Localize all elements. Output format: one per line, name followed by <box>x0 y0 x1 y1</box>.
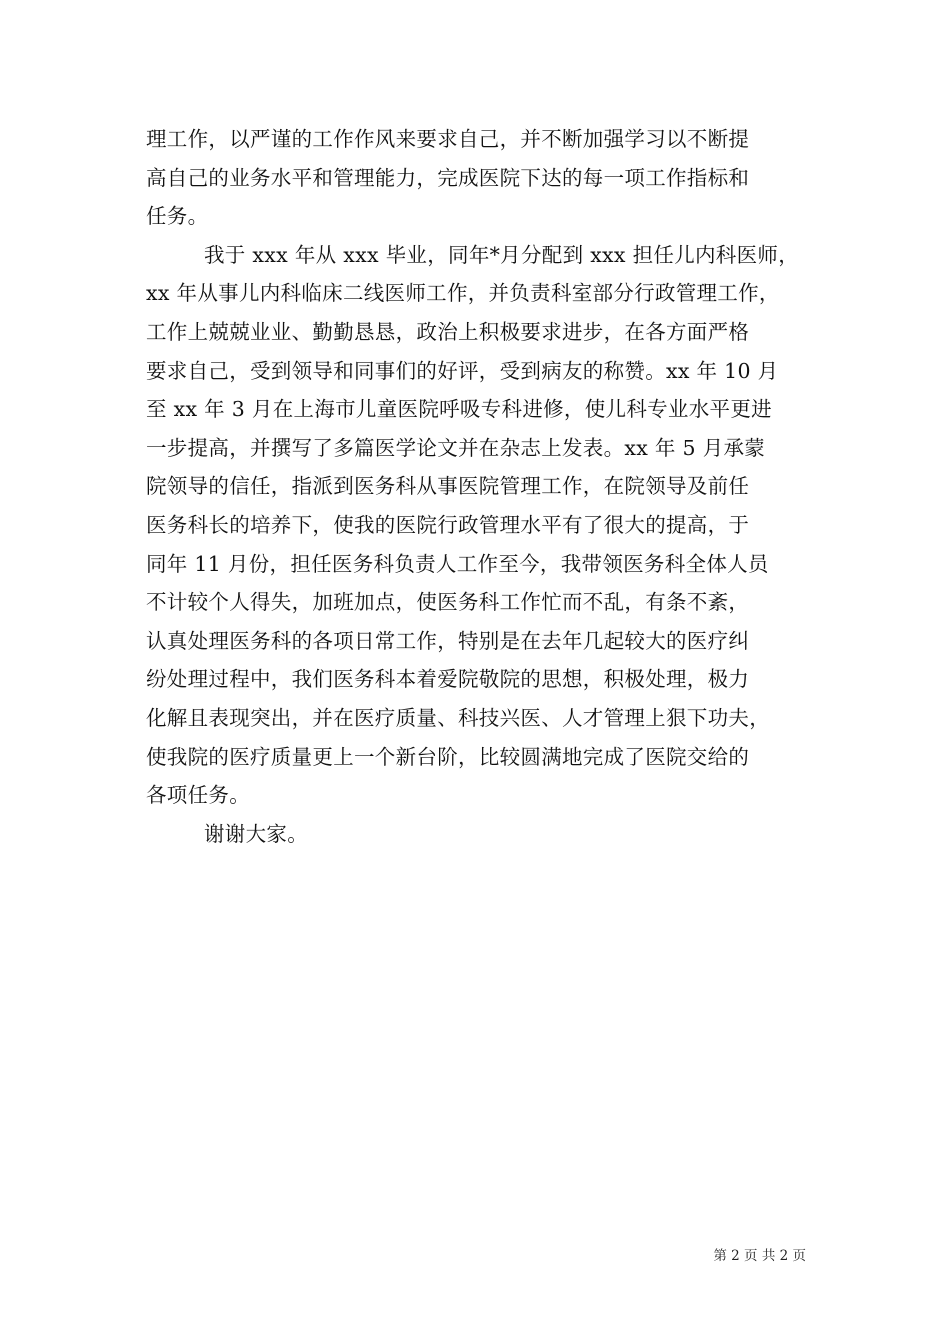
text-line: 一步提高，并撰写了多篇医学论文并在杂志上发表。xx 年 5 月承蒙 <box>146 435 766 460</box>
text-line: 认真处理医务科的各项日常工作，特别是在去年几起较大的医疗纠 <box>146 628 750 653</box>
text-line: 化解且表现突出，并在医疗质量、科技兴医、人才管理上狠下功夫， <box>146 705 770 730</box>
text-line: 院领导的信任，指派到医务科从事医院管理工作，在院领导及前任 <box>146 474 750 499</box>
text-line: 医务科长的培养下，使我的医院行政管理水平有了很大的提高，于 <box>146 512 750 537</box>
text-line: 工作上兢兢业业、勤勤恳恳，政治上积极要求进步，在各方面严格 <box>146 319 750 344</box>
text-line: 不计较个人得失，加班加点，使医务科工作忙而不乱，有条不紊， <box>146 590 750 615</box>
text-line: 使我院的医疗质量更上一个新台阶，比较圆满地完成了医院交给的 <box>146 744 750 769</box>
text-line: 至 xx 年 3 月在上海市儿童医院呼吸专科进修，使儿科专业水平更进 <box>146 397 772 422</box>
page-number: 第 2 页 共 2 页 <box>713 1248 806 1264</box>
text-line: 要求自己，受到领导和同事们的好评，受到病友的称赞。xx 年 10 月 <box>146 358 779 383</box>
text-line: 理工作，以严谨的工作作风来要求自己，并不断加强学习以不断提 <box>146 127 750 151</box>
text-line: 我于 xxx 年从 xxx 毕业，同年*月分配到 xxx 担任儿内科医师， <box>204 242 799 267</box>
text-line: 任务。 <box>146 204 209 229</box>
text-line: 各项任务。 <box>146 783 250 808</box>
text-line: 同年 11 月份，担任医务科负责人工作至今，我带领医务科全体人员 <box>146 551 769 576</box>
text-line: 高自己的业务水平和管理能力，完成医院下达的每一项工作指标和 <box>146 165 750 190</box>
text-line: 纷处理过程中，我们医务科本着爱院敬院的思想，积极处理，极力 <box>146 667 750 692</box>
closing-line: 谢谢大家。 <box>204 821 308 846</box>
text-line: xx 年从事儿内科临床二线医师工作，并负责科室部分行政管理工作， <box>146 281 780 306</box>
document-body <box>146 120 826 853</box>
